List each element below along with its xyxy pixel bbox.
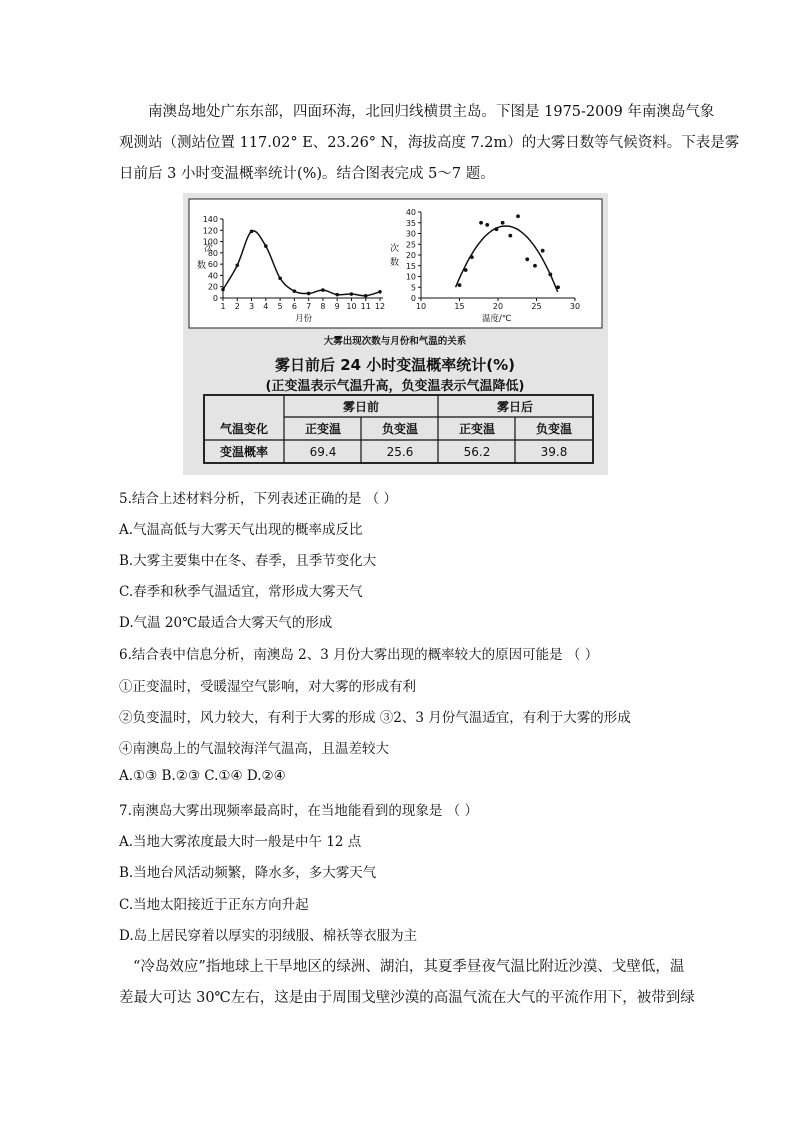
outro-line-2: 差最大可达 30℃左右，这是由于周围戈壁沙漠的高温气流在大气的平流作用下，被带到绿 — [119, 990, 695, 1006]
question-6: 6.结合表中信息分析，南澳岛 2、3 月份大雾出现的概率较大的原因可能是 （ ） — [119, 647, 599, 663]
fog-month-point — [250, 230, 254, 234]
q5-option-d: D.气温 20℃最适合大雾天气的形成 — [119, 615, 333, 631]
right-y-tick-label: 20 — [405, 251, 416, 260]
fog-temp-point — [548, 272, 552, 276]
fog-temp-point — [525, 257, 529, 261]
intro-line-2: 观测站（测站位置 117.02° E、23.26° N，海拔高度 7.2m）的大雾日数等气候资料。下表是雾 — [119, 135, 740, 151]
q7-option-c: C.当地太阳接近于正东方向升起 — [119, 897, 309, 913]
outro-line-1: “冷岛效应”指地球上干旱地区的绿洲、湖泊，其夏季昼夜气温比附近沙漠、戈壁低，温 — [133, 959, 685, 975]
left-y-tick-label: 80 — [207, 248, 218, 258]
fog-month-point — [278, 276, 282, 280]
q5-option-c: C.春季和秋季气温适宜，常形成大雾天气 — [119, 584, 363, 600]
fog-month-point — [221, 288, 225, 292]
left-y-tick-label: 120 — [202, 226, 218, 236]
figure-svg — [183, 193, 608, 475]
left-y-tick-label: 0 — [212, 294, 218, 303]
fog-month-point — [321, 288, 325, 292]
fog-temp-point — [541, 249, 545, 253]
question-7: 7.南澳岛大雾出现频率最高时，在当地能看到的现象是 （ ） — [119, 803, 478, 819]
left-y-tick-label: 40 — [207, 271, 218, 281]
q6-statement-2-3: ②负变温时，风力较大，有利于大雾的形成 ③2、3 月份气温适宜，有利于大雾的形成 — [119, 710, 631, 726]
table-value-4: 39.8 — [540, 445, 568, 459]
table-after-pos: 正变温 — [458, 422, 496, 436]
right-x-label: 温度/℃ — [482, 314, 512, 324]
right-y-tick-label: 35 — [405, 218, 416, 228]
q6-statement-1: ①正变温时，受暖湿空气影响，对大雾的形成有利 — [119, 679, 416, 695]
fog-temp-point — [516, 214, 520, 218]
q5-option-b: B.大雾主要集中在冬、春季，且季节变化大 — [119, 553, 377, 569]
table-before-pos: 正变温 — [304, 422, 342, 436]
table-subtitle: (正变温表示气温升高，负变温表示气温降低) — [265, 379, 525, 394]
left-x-tick-label: 6 — [291, 302, 297, 311]
table-value-2: 25.6 — [386, 445, 414, 459]
table-group-before: 雾日前 — [342, 400, 380, 414]
right-x-tick-label: 30 — [569, 302, 581, 311]
left-x-tick-label: 5 — [277, 302, 283, 311]
q6-options: A.①③ B.②③ C.①④ D.②④ — [119, 768, 286, 784]
fog-temp-point — [485, 223, 489, 227]
fog-temp-point — [501, 221, 505, 225]
intro-paragraph — [119, 97, 740, 190]
q7-option-b: B.当地台风活动频繁，降水多，多大雾天气 — [119, 865, 377, 881]
left-x-tick-label: 8 — [320, 302, 326, 311]
climate-figure — [183, 193, 608, 475]
fog-month-point — [364, 294, 368, 298]
left-x-tick-label: 4 — [263, 302, 269, 311]
right-y-tick-label: 5 — [410, 283, 416, 293]
question-5: 5.结合上述材料分析，下列表述正确的是 （ ） — [119, 491, 397, 507]
right-x-tick-label: 20 — [492, 302, 504, 311]
right-x-tick-label: 25 — [531, 302, 542, 311]
fog-month-point — [235, 263, 239, 267]
right-y-label: 次 — [390, 244, 400, 254]
left-x-tick-label: 12 — [374, 302, 386, 311]
fog-temp-point — [479, 221, 483, 225]
table-before-neg: 负变温 — [381, 422, 419, 436]
right-y-label-2: 数 — [390, 258, 400, 268]
left-y-tick-label: 20 — [207, 282, 218, 292]
fog-temp-point — [556, 285, 560, 289]
right-x-tick-label: 15 — [454, 302, 465, 311]
fog-temp-point — [458, 283, 462, 287]
right-y-tick-label: 0 — [410, 294, 416, 303]
table-row1-label: 气温变化 — [219, 422, 269, 436]
fog-temp-point — [464, 268, 468, 272]
fog-month-point — [307, 292, 311, 296]
right-y-tick-label: 15 — [405, 261, 416, 271]
left-y-label: 次 — [204, 244, 214, 254]
right-y-tick-label: 30 — [405, 229, 416, 239]
fog-temp-point — [495, 227, 499, 231]
right-y-tick-label: 40 — [405, 208, 416, 217]
table-value-1: 69.4 — [309, 445, 337, 459]
fog-temp-point — [470, 255, 474, 259]
left-x-tick-label: 7 — [306, 302, 312, 311]
table-row2-label: 变温概率 — [219, 445, 269, 459]
chart-caption: 大雾出现次数与月份和气温的关系 — [323, 336, 467, 347]
intro-line-1: 南澳岛地处广东东部，四面环海，北回归线横贯主岛。下图是 1975-2009 年南澳岛气象 — [148, 104, 715, 120]
q7-option-a: A.当地大雾浓度最大时一般是中午 12 点 — [119, 834, 362, 850]
table-after-neg: 负变温 — [535, 422, 573, 436]
left-y-tick-label: 140 — [202, 215, 218, 224]
table-value-3: 56.2 — [463, 445, 491, 459]
right-y-tick-label: 25 — [405, 240, 416, 250]
q6-statement-4: ④南澳岛上的气温较海洋气温高，且温差较大 — [119, 741, 389, 757]
q7-option-d: D.岛上居民穿着以厚实的羽绒服、棉袄等衣服为主 — [119, 928, 418, 944]
right-x-tick-label: 10 — [415, 302, 427, 311]
right-y-tick-label: 10 — [405, 272, 416, 282]
left-x-tick-label: 9 — [334, 302, 340, 311]
left-x-tick-label: 1 — [220, 302, 226, 311]
fog-month-point — [350, 292, 354, 296]
fog-month-point — [264, 244, 268, 248]
fog-month-point — [378, 290, 382, 294]
fog-temp-point — [533, 264, 537, 268]
fog-month-point — [293, 289, 297, 293]
left-x-tick-label: 11 — [360, 302, 371, 311]
table-title: 雾日前后 24 小时变温概率统计(%) — [274, 356, 516, 374]
outro-paragraph — [119, 952, 695, 1014]
left-x-tick-label: 2 — [234, 302, 240, 311]
left-x-tick-label: 3 — [248, 302, 255, 311]
fog-month-point — [335, 293, 339, 297]
left-x-tick-label: 10 — [346, 302, 357, 311]
table-group-after: 雾日后 — [496, 400, 534, 414]
fog-temp-point — [508, 234, 512, 238]
intro-line-3: 日前后 3 小时变温概率统计(%)。结合图表完成 5～7 题。 — [119, 166, 495, 182]
left-y-tick-label: 100 — [202, 237, 218, 247]
left-y-tick-label: 60 — [207, 260, 218, 270]
left-x-label: 月份 — [295, 314, 313, 324]
q5-option-a: A.气温高低与大雾天气出现的概率成反比 — [119, 522, 363, 538]
left-y-label-2: 数 — [197, 261, 207, 271]
